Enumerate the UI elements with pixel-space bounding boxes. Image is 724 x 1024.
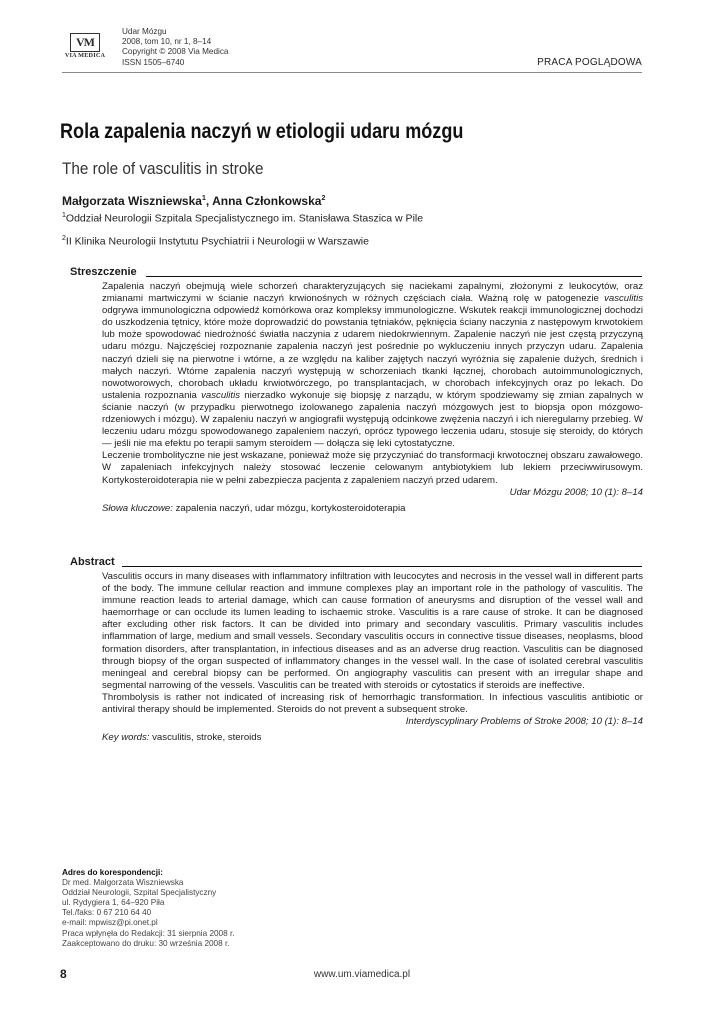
streszczenie-body [102, 281, 643, 515]
keywords-text: zapalenia naczyń, udar mózgu, kortykosteroidoterapia [172, 502, 406, 514]
streszczenie-emphasis: vasculitis [201, 389, 241, 401]
page-number: 8 [60, 967, 67, 981]
received-date: Praca wpłynęła do Redakcji: 31 sierpnia 2008 r. [62, 928, 235, 938]
affiliation-1-mark: 1 [62, 212, 66, 219]
affiliation-2-mark: 2 [62, 235, 66, 242]
affiliation-1 [62, 212, 423, 225]
abstract-rule [122, 566, 642, 567]
affiliation-2 [62, 235, 369, 248]
streszczenie-heading: Streszczenie [70, 266, 137, 278]
abstract-keywords [102, 732, 643, 744]
correspondence-street: ul. Rydygiera 1, 64–920 Piła [62, 898, 165, 908]
author-2-affiliation: 2 [321, 195, 326, 202]
abstract-citation: Interdyscyplinary Problems of Stroke 2008; 10 (1): 8–14 [405, 716, 643, 728]
streszczenie-text: odgrywa immunologiczna odpowiedź komórkowa oraz kompleksy immunologiczne. Wskutek reakcji immunologicznej dochodzi do uszkodzenia tętnicy, które może doprowadzić do powstania tętniaków, pęknięcia ściany naczynia z następowym krwotokiem lub może spowodować niedrożność światła naczynia z udarem niedokrwiennym. Zapalenie naczyń nie jest częstą przyczyną udaru mózgu. Najczęściej rozpoznanie zapalenia naczyń jest pośrednie po wykluczeniu innych przyczyn udaru. Zapalenia naczyń dzieli się na pierwotne i wtórne, a ze względu na kaliber zajętych naczyń wyróżnia się zapalenie dużych, średnich i małych naczyń. Wtórne zapalenia naczyń występują w schorzeniach tkanki łącznej, chorobach autoimmunologicznych, nowotworowych, chorobach układu krwiotwórczego, po transplantacjach, w chorobach infekcyjnych oraz po lekach. Do ustalenia rozpoznania [102, 305, 643, 401]
journal-name: Udar Mózgu [122, 27, 167, 36]
keywords-label: Key words: [102, 732, 150, 744]
author-1-affiliation: 1 [201, 195, 206, 202]
keywords-label: Słowa kluczowe: [102, 502, 173, 514]
correspondence-name: Dr med. Małgorzata Wiszniewska [62, 878, 184, 888]
keywords-text: vasculitis, stroke, steroids [149, 732, 262, 744]
streszczenie-keywords [102, 503, 643, 515]
copyright: Copyright © 2008 Via Medica [122, 47, 229, 57]
correspondence-block [62, 868, 235, 949]
author-1: Małgorzata Wiszniewska [62, 194, 202, 208]
publisher-logo [62, 33, 108, 63]
streszczenie-citation: Udar Mózgu 2008; 10 (1): 8–14 [509, 486, 643, 498]
streszczenie-text: Zapalenia naczyń obejmują wiele schorzeń charakteryzujących się naciekami zapalnymi, złożonymi z leukocytów, oraz zmianami martwiczymi w ścianie naczyń krwionośnych w różnych częściach ciała. Ważną rolę w patogenezie [102, 281, 643, 305]
abstract-paragraph-1: Vasculitis occurs in many diseases with inflammatory infiltration with leucocytes and necrosis in the vessel wall in different parts of the body. The immune cellular reaction and immune complexes play an important role in the pathology of vasculitis. The immune reaction leads to arterial damage, which can cause formation of aneurysms and disruption of the vessel wall and haemorrhage or can occlude its lumen leading to ischaemic stroke. Vasculitis is a rare cause of stroke. It can be diagnosed after excluding other risk factors. It can be divided into primary and secondary vasculitis. Primary vasculitis includes inflammation of large, medium and small vessels. Secondary vasculitis occurs in connective tissue diseases, neoplasms, blood formation disorders, after transplantation, in infectious diseases and as an adverse drug reaction. Vasculitis can be diagnosed through biopsy of the organ suspected of inflammatory changes in the vessel wall. In the case of isolated cerebral vasculitis meningeal and cerebral biopsy can be performed. On angiography vasculitis can present with an irregular shape and segmental narrowing of the vessels. Vasculitis can be treated with steroids or cytostatics if steroids are ineffective. [102, 571, 643, 691]
article-title: Rola zapalenia naczyń w etiologii udaru mózgu [60, 120, 464, 143]
article-type: PRACA POGLĄDOWA [537, 57, 642, 68]
footer-url: www.um.viamedica.pl [313, 969, 411, 980]
streszczenie-text: nierzadko wykonuje się biopsję z narządu, w którym spodziewamy się zmian zapalnych w ścianie naczyń (w przypadku pierwotnego izolowanego zapalenia naczyń mózgowych jest to biopsja opon mózgowo-rdzeniowych i mózgu). W zapaleniu naczyń w angiografii występują odcinkowe zwężenia naczyń i ich nieregularny przebieg. W leczeniu udaru mózgu spowodowanego zapaleniem naczyń, oprócz typowego leczenia udaru, stosuje się steroidy, do których — jeśli nie ma efektu po terapii samym steroidem — dołącza się leki cytostatyczne. [102, 389, 643, 450]
correspondence-phone: Tel./faks: 0 67 210 64 40 [62, 908, 152, 918]
correspondence-email: e-mail: mpwisz@pi.onet.pl [62, 918, 158, 928]
author-separator: , [205, 194, 213, 208]
abstract-body [102, 571, 643, 744]
streszczenie-emphasis: vasculitis [604, 293, 643, 305]
article-subtitle: The role of vasculitis in stroke [62, 159, 264, 178]
header-divider [62, 72, 642, 73]
journal-meta [122, 27, 228, 68]
affiliation-2-text: II Klinika Neurologii Instytutu Psychiatrii i Neurologii w Warszawie [65, 235, 369, 248]
authors [62, 194, 325, 208]
author-2: Anna Członkowska [212, 194, 322, 208]
journal-volume: 2008, tom 10, nr 1, 8–14 [122, 37, 212, 47]
correspondence-unit: Oddział Neurologii, Szpital Specjalistyczny [62, 888, 217, 898]
issn: ISSN 1505–6740 [122, 57, 185, 67]
streszczenie-rule [146, 276, 642, 277]
streszczenie-paragraph-1 [102, 281, 643, 450]
correspondence-heading: Adres do korespondencji: [62, 868, 163, 877]
logo-text: VIA MEDICA [64, 52, 106, 59]
accepted-date: Zaakceptowano do druku: 30 września 2008 r. [62, 938, 230, 948]
affiliation-1-text: Oddział Neurologii Szpitala Specjalistycznego im. Stanisława Staszica w Pile [65, 212, 424, 225]
logo-mark: VM [70, 33, 100, 52]
abstract-paragraph-2: Thrombolysis is rather not indicated of increasing risk of hemorrhagic transformation. In infectious vasculitis antibiotic or antiviral therapy should be implemented. Steroids do not prevent a subsequent stroke. [102, 691, 643, 716]
streszczenie-paragraph-2: Leczenie trombolityczne nie jest wskazane, ponieważ może się przyczyniać do transformacji krwotocznej obszaru zawałowego. W zapaleniach infekcyjnych należy stosować leczenie celowanym antybiotykiem lub lekiem przeciwwirusowym. Kortykosteroidoterapia nie w pełni zabezpiecza pacjenta z zapaleniem naczyń przed udarem. [102, 450, 643, 486]
abstract-heading: Abstract [70, 556, 115, 568]
